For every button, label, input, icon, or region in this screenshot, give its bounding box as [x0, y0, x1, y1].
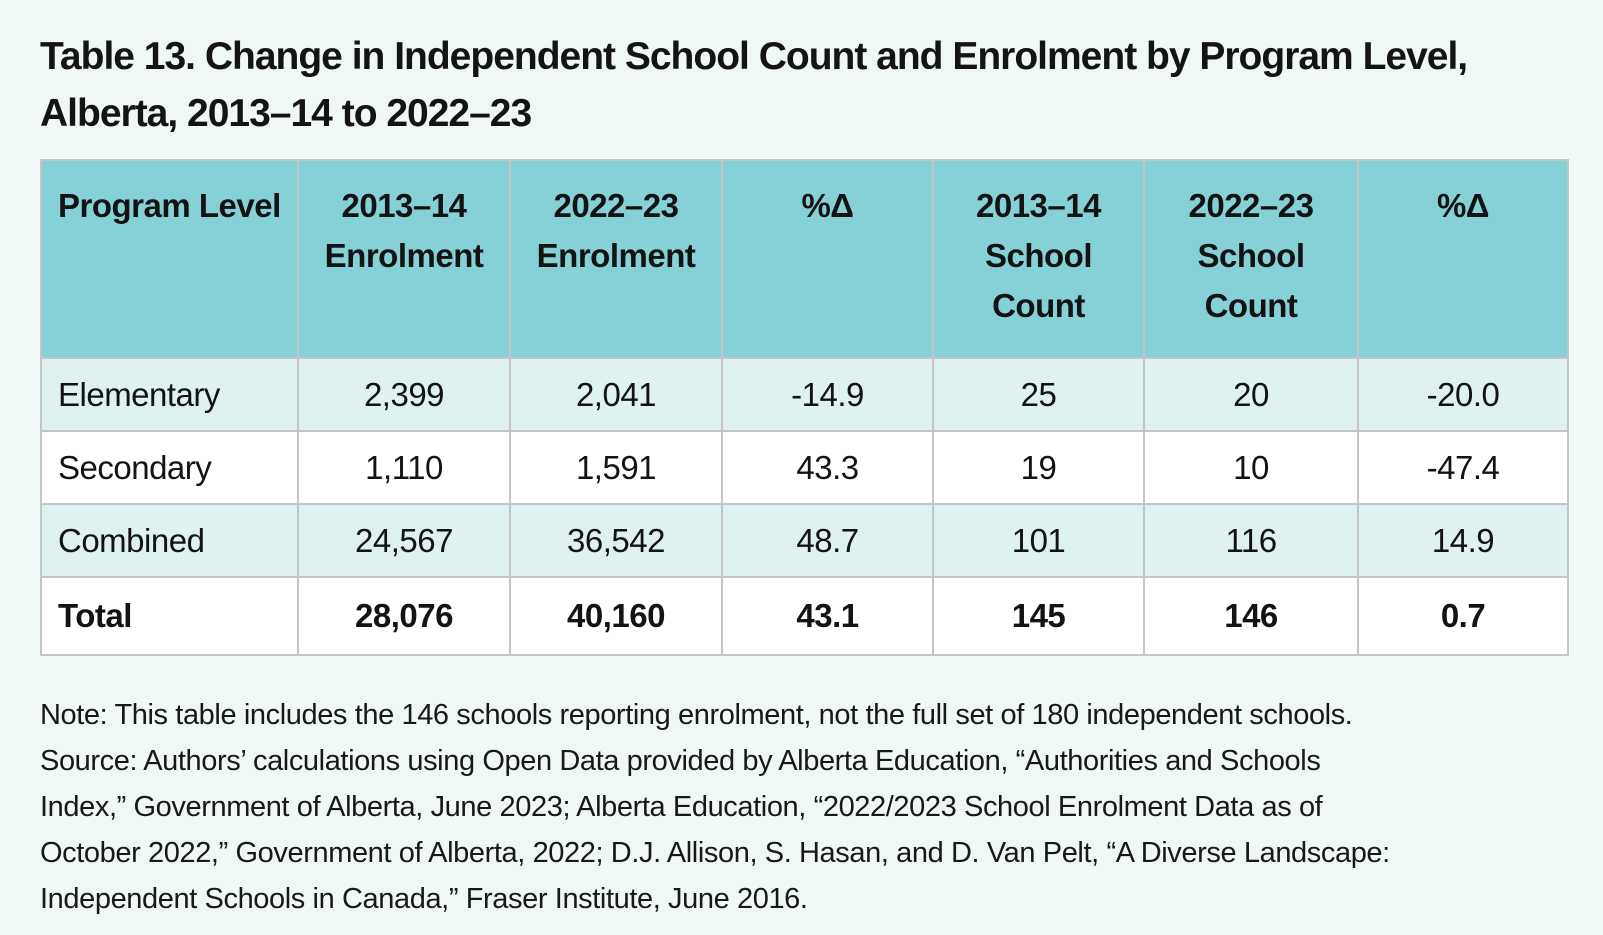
cell-value: -47.4 [1358, 431, 1568, 504]
cell-value: -20.0 [1358, 358, 1568, 431]
table-row-total [41, 577, 1568, 655]
table-notes [40, 692, 1565, 922]
cell-value: 2,399 [298, 358, 510, 431]
cell-value: 20 [1144, 358, 1358, 431]
cell-value: 145 [933, 577, 1144, 655]
source-line: October 2022,” Government of Alberta, 2022; D.J. Allison, S. Hasan, and D. Van Pelt, “A Diverse Landscape: [40, 837, 1390, 869]
header-row [41, 160, 1568, 358]
row-label: Total [41, 577, 298, 655]
cell-value: 36,542 [510, 504, 722, 577]
col-header-2022-23-enrolment: 2022–23 Enrolment [510, 160, 722, 358]
col-header-2022-23-school-count: 2022–23 School Count [1144, 160, 1358, 358]
table-row-combined [41, 504, 1568, 577]
cell-value: 40,160 [510, 577, 722, 655]
cell-value: 116 [1144, 504, 1358, 577]
table-title [40, 20, 1565, 142]
source-line: Source: Authors’ calculations using Open Data provided by Alberta Education, “Authorities and Schools [40, 745, 1321, 777]
cell-value: 0.7 [1358, 577, 1568, 655]
note-line: Note: This table includes the 146 schools reporting enrolment, not the full set of 180 independent schools. [40, 699, 1353, 731]
col-header-pct-delta-school-count: %Δ [1358, 160, 1568, 358]
col-header-pct-delta-enrolment: %Δ [722, 160, 933, 358]
cell-value: 10 [1144, 431, 1358, 504]
row-label: Elementary [41, 358, 298, 431]
col-header-2013-14-school-count: 2013–14 School Count [933, 160, 1144, 358]
cell-value: 1,110 [298, 431, 510, 504]
cell-value: 24,567 [298, 504, 510, 577]
cell-value: 48.7 [722, 504, 933, 577]
cell-value: 101 [933, 504, 1144, 577]
source-line: Index,” Government of Alberta, June 2023; Alberta Education, “2022/2023 School Enrolment Data as of [40, 791, 1323, 823]
col-header-program-level: Program Level [41, 160, 298, 358]
cell-value: 28,076 [298, 577, 510, 655]
cell-value: 2,041 [510, 358, 722, 431]
table-title-line-2: Alberta, 2013–14 to 2022–23 [40, 92, 532, 135]
table-row-elementary [41, 358, 1568, 431]
cell-value: 14.9 [1358, 504, 1568, 577]
cell-value: 25 [933, 358, 1144, 431]
col-header-2013-14-enrolment: 2013–14 Enrolment [298, 160, 510, 358]
cell-value: 1,591 [510, 431, 722, 504]
cell-value: 19 [933, 431, 1144, 504]
cell-value: 43.3 [722, 431, 933, 504]
source-line: Independent Schools in Canada,” Fraser Institute, June 2016. [40, 883, 808, 915]
table-row-secondary [41, 431, 1568, 504]
row-label: Secondary [41, 431, 298, 504]
cell-value: 146 [1144, 577, 1358, 655]
table-title-line-1: Table 13. Change in Independent School Count and Enrolment by Program Level, [40, 35, 1468, 78]
cell-value: 43.1 [722, 577, 933, 655]
cell-value: -14.9 [722, 358, 933, 431]
row-label: Combined [41, 504, 298, 577]
table-13 [40, 159, 1569, 656]
